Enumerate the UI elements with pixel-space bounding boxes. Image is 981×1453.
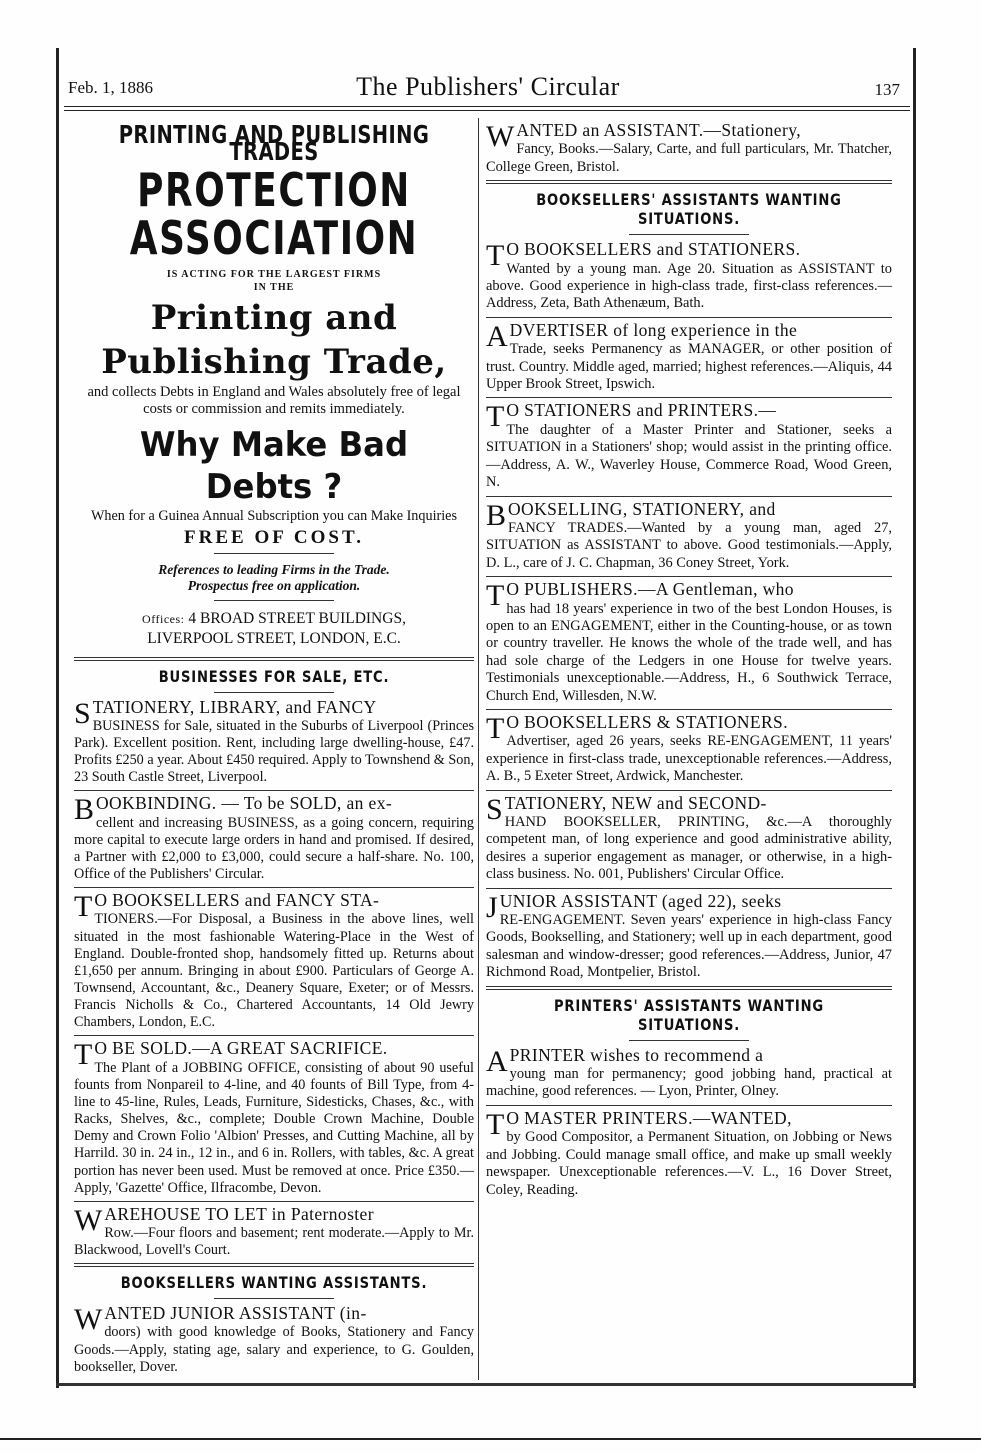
ad-body: cellent and increasing BUSINESS, as a going concern, requiring more capital to execute large orders in hand and promised. If desired, a Partner with £2,000 to £3,000, could secure a half-share. No. 100, Office of the Publishers' Circular.: [74, 814, 474, 883]
ad-lead: AREHOUSE TO LET in Paternoster: [104, 1203, 374, 1224]
ad-lead: O STATIONERS and PRINTERS.—: [506, 400, 777, 421]
divider: [214, 1298, 334, 1299]
drop-cap: T: [74, 890, 93, 924]
protection-title-line1: PRINTING AND PUBLISHING TRADES: [118, 120, 430, 167]
divider: [74, 1035, 474, 1036]
ad-wanted-assistant: [486, 122, 892, 176]
ad-junior-assistant-22: [486, 890, 892, 982]
ad-bookselling-stationery: [486, 498, 892, 573]
left-column: [74, 120, 474, 1376]
prospectus-line: Prospectus free on application.: [187, 577, 361, 593]
divider: [214, 553, 334, 554]
scan-edge-line: [0, 1438, 981, 1440]
ad-body: Wanted by a young man. Age 20. Situation as ASSISTANT to above. Good experience in high-class trade, first-class references.—Address, Zeta, Bath Athenæum, Bath.: [486, 260, 892, 312]
ad-lead: ANTED an ASSISTANT.—Stationery,: [516, 120, 801, 140]
divider: [486, 496, 892, 497]
drop-cap: W: [486, 120, 515, 153]
ad-body: HAND BOOKSELLER, PRINTING, &c.—A thoroughly competent man, of long experience and good administrative ability, desires a superior engagement as manager, or otherwise, in a high-class business. No. 001, Publishers' Circular Office.: [486, 814, 892, 883]
ad-booksellers-stationers-2: [486, 711, 892, 786]
drop-cap: S: [74, 696, 91, 730]
section-heading-booksellers-wanting: BOOKSELLERS WANTING ASSISTANTS.: [120, 1273, 428, 1293]
ad-junior-assistant: [74, 1305, 474, 1376]
ad-master-printers: [486, 1107, 892, 1199]
divider: [74, 1201, 474, 1202]
printing-trade-heading: Printing and Publishing Trade,: [101, 298, 447, 383]
ad-body: by Good Compositor, a Permanent Situation, on Jobbing or News and Jobbing. Could manage small office, and make up small weekly newspaper. Unexceptionable references.—V. L., 16 Dover Street, Coley, Reading.: [486, 1129, 892, 1198]
ad-stationery-second-hand: [486, 792, 892, 884]
section-heading-businesses: BUSINESSES FOR SALE, ETC.: [158, 666, 390, 686]
drop-cap: T: [486, 579, 505, 613]
issue-date: Feb. 1, 1886: [68, 78, 153, 97]
ad-lead: PRINTER wishes to recommend a: [509, 1044, 764, 1065]
column-rule: [478, 118, 479, 1380]
bottom-border: [56, 1383, 916, 1386]
protection-body: and collects Debts in England and Wales absolutely free of legal costs or commission and remits immediately.: [87, 384, 461, 418]
drop-cap: S: [486, 792, 503, 826]
double-rule: [74, 657, 474, 661]
drop-cap: A: [486, 1044, 508, 1078]
divider: [486, 397, 892, 398]
double-rule: [486, 986, 892, 990]
ad-bookbinding: [74, 795, 474, 883]
drop-cap: B: [486, 498, 507, 532]
page-header: [68, 74, 908, 104]
divider: [486, 888, 892, 889]
protection-in-the: IN THE: [253, 282, 295, 294]
ad-body: The Plant of a JOBBING OFFICE, consisting of about 90 useful founts from Nonpareil to 4-line, and 40 founts of Bill Type, from 4-line to 45-line, Rules, Leads, Furniture, Sidesticks, Chases, &c., with Racks, Shelves, &c., complete; Double Crown Machine, Double Demy and Crown Folio 'Albion' Presses, and Cutting Machine, all by Harrild. 30 in. 24 in., 12 in., and 6 in. Rollers, with tables, &c. A great portion has never been used. Must be removed at once. Price £350.—Apply, 'Gazette' Office, Ilfracombe, Devon.: [74, 1059, 474, 1196]
divider: [629, 234, 749, 235]
left-border: [56, 48, 59, 1388]
references-line: References to leading Firms in the Trade.: [158, 561, 390, 577]
ad-lead: TATIONERY, NEW and SECOND-: [504, 792, 767, 813]
ad-stationery-library: [74, 696, 474, 787]
header-rule-2: [64, 110, 910, 111]
ad-stationers-printers: [486, 402, 892, 491]
offices-line2: LIVERPOOL STREET, LONDON, E.C.: [147, 629, 401, 647]
drop-cap: T: [486, 400, 505, 434]
ad-lead: OOKBINDING. — To be SOLD, an ex-: [96, 793, 393, 814]
ad-body: The daughter of a Master Printer and Stationer, seeks a SITUATION in a Stationers' shop; would assist in the printing office.—Address, A. W., Waverley House, Commerce Road, Wood Green, N.: [486, 421, 892, 491]
drop-cap: T: [486, 239, 505, 273]
divider: [74, 790, 474, 791]
drop-cap: T: [74, 1038, 93, 1072]
page-number: 137: [874, 80, 900, 99]
ad-advertiser-manager: [486, 319, 892, 394]
drop-cap: W: [74, 1303, 103, 1337]
ad-lead: ANTED JUNIOR ASSISTANT (in-: [104, 1303, 367, 1324]
offices-label: Offices:: [142, 611, 185, 626]
right-column: [486, 120, 892, 1199]
divider: [486, 1105, 892, 1106]
ad-lead: O BE SOLD.—A GREAT SACRIFICE.: [94, 1038, 388, 1059]
ad-body: Row.—Four floors and basement; rent moderate.—Apply to Mr. Blackwood, Lovell's Court.: [74, 1225, 474, 1259]
section-heading-assistants-wanting: BOOKSELLERS' ASSISTANTS WANTING SITUATIONS.: [536, 190, 842, 229]
drop-cap: W: [74, 1203, 103, 1237]
ad-printer-recommend: [486, 1044, 892, 1101]
ad-body: doors) with good knowledge of Books, Stationery and Fancy Goods.—Apply, stating age, salary and experience, to G. Goulden, bookseller, Dover.: [74, 1324, 474, 1375]
ad-body: has had 18 years' experience in two of the best London Houses, is open to an ENGAGEMENT, either in the Counting-house, or as town or country traveller. He knows the whole of the trade well, and has had sole charge of the Ledgers in one House for twelve years. Testimonials unexceptionable.—Address, H., 6 Southwick Terrace, Church End, Willesden, N.W.: [486, 600, 892, 704]
protection-title-line2: PROTECTION ASSOCIATION: [129, 163, 419, 266]
section-heading-printers-wanting: PRINTERS' ASSISTANTS WANTING SITUATIONS.: [553, 995, 825, 1034]
ad-warehouse: [74, 1203, 474, 1259]
header-rule: [64, 106, 910, 107]
free-of-cost: FREE OF COST.: [184, 527, 364, 549]
ad-body: Advertiser, aged 26 years, seeks RE-ENGAGEMENT, 11 years' experience in first-class trade, unexceptionable references.—Address, A. B., 5 Exeter Street, Ardwick, Manchester.: [486, 733, 892, 785]
divider: [74, 887, 474, 888]
divider: [486, 317, 892, 318]
offices-line1: 4 BROAD STREET BUILDINGS,: [184, 609, 406, 627]
ad-lead: O BOOKSELLERS & STATIONERS.: [506, 711, 788, 732]
ad-lead: TATIONERY, LIBRARY, and FANCY: [92, 696, 377, 717]
ad-to-booksellers-stationers: [486, 241, 892, 313]
ad-body: TIONERS.—For Disposal, a Business in the above lines, well situated in the most fashionable Watering-Place in the West of England. Double-fronted shop, handsomely fitted up. Returns about £1,650 per annum. Bringing in about £900. Particulars of George A. Townsend, Accountant, &c., Deanery Square, Exeter; or of Messrs. Francis Nicholls & Co., Chartered Accountants, 14 Old Jewry Chambers, London, E.C.: [74, 911, 474, 1031]
divider: [486, 576, 892, 577]
right-border: [913, 48, 916, 1388]
why-make-bad-debts: Why Make Bad Debts ?: [139, 425, 409, 508]
divider: [214, 692, 334, 693]
drop-cap: T: [486, 1107, 505, 1141]
divider: [214, 600, 334, 601]
drop-cap: J: [486, 890, 498, 924]
ad-body: BUSINESS for Sale, situated in the Suburbs of Liverpool (Princes Park). Excellent position. Rent, including large dwelling-house, £47. Profits £250 a year. About £450 required. Apply to Townshend & Son, 23 South Castle Street, Liverpool.: [74, 717, 474, 786]
ad-great-sacrifice: [74, 1040, 474, 1196]
divider: [486, 709, 892, 710]
ad-body: FANCY TRADES.—Wanted by a young man, aged 27, SITUATION as ASSISTANT to above. Good testimonials.—Apply, D. L., care of J. C. Chapman, 36 Coney Street, York.: [486, 519, 892, 571]
ad-lead: O MASTER PRINTERS.—WANTED,: [506, 1107, 792, 1128]
ad-lead: O BOOKSELLERS and FANCY STA-: [94, 890, 380, 911]
offices-address: [74, 609, 474, 649]
ad-body: RE-ENGAGEMENT. Seven years' experience in high-class Fancy Goods, Bookselling, and Stationery; well up in each department, good salesman and window-dresser; good references.—Address, Junior, 47 Richmond Road, Montpelier, Bristol.: [486, 912, 892, 981]
double-rule: [486, 180, 892, 184]
double-rule: [74, 1263, 474, 1267]
drop-cap: T: [486, 711, 505, 745]
drop-cap: B: [74, 793, 95, 827]
ad-to-publishers: [486, 581, 892, 705]
ad-lead: UNIOR ASSISTANT (aged 22), seeks: [499, 890, 782, 911]
subscription-text: When for a Guinea Annual Subscription you can Make Inquiries: [90, 508, 458, 525]
ad-booksellers-fancy: [74, 892, 474, 1031]
ad-body: Fancy, Books.—Salary, Carte, and full particulars, Mr. Thatcher, College Green, Bristol.: [486, 141, 892, 175]
ad-lead: O PUBLISHERS.—A Gentleman, who: [506, 579, 794, 600]
ad-lead: OOKSELLING, STATIONERY, and: [508, 498, 776, 519]
ad-lead: DVERTISER of long experience in the: [509, 319, 798, 340]
publication-title: The Publishers' Circular: [356, 72, 620, 101]
divider: [486, 790, 892, 791]
ad-lead: O BOOKSELLERS and STATIONERS.: [506, 239, 801, 260]
protection-subline: IS ACTING FOR THE LARGEST FIRMS: [166, 269, 382, 281]
ad-body: young man for permanency; good jobbing hand, practical at machine, good references. — Lyon, Printer, Olney.: [486, 1066, 892, 1100]
ad-body: Trade, seeks Permanency as MANAGER, or other position of trust. Country. Middle aged, married; highest references.—Aliquis, 44 Upper Brook Street, Ipswich.: [486, 341, 892, 393]
divider: [629, 1040, 749, 1041]
drop-cap: A: [486, 319, 508, 353]
